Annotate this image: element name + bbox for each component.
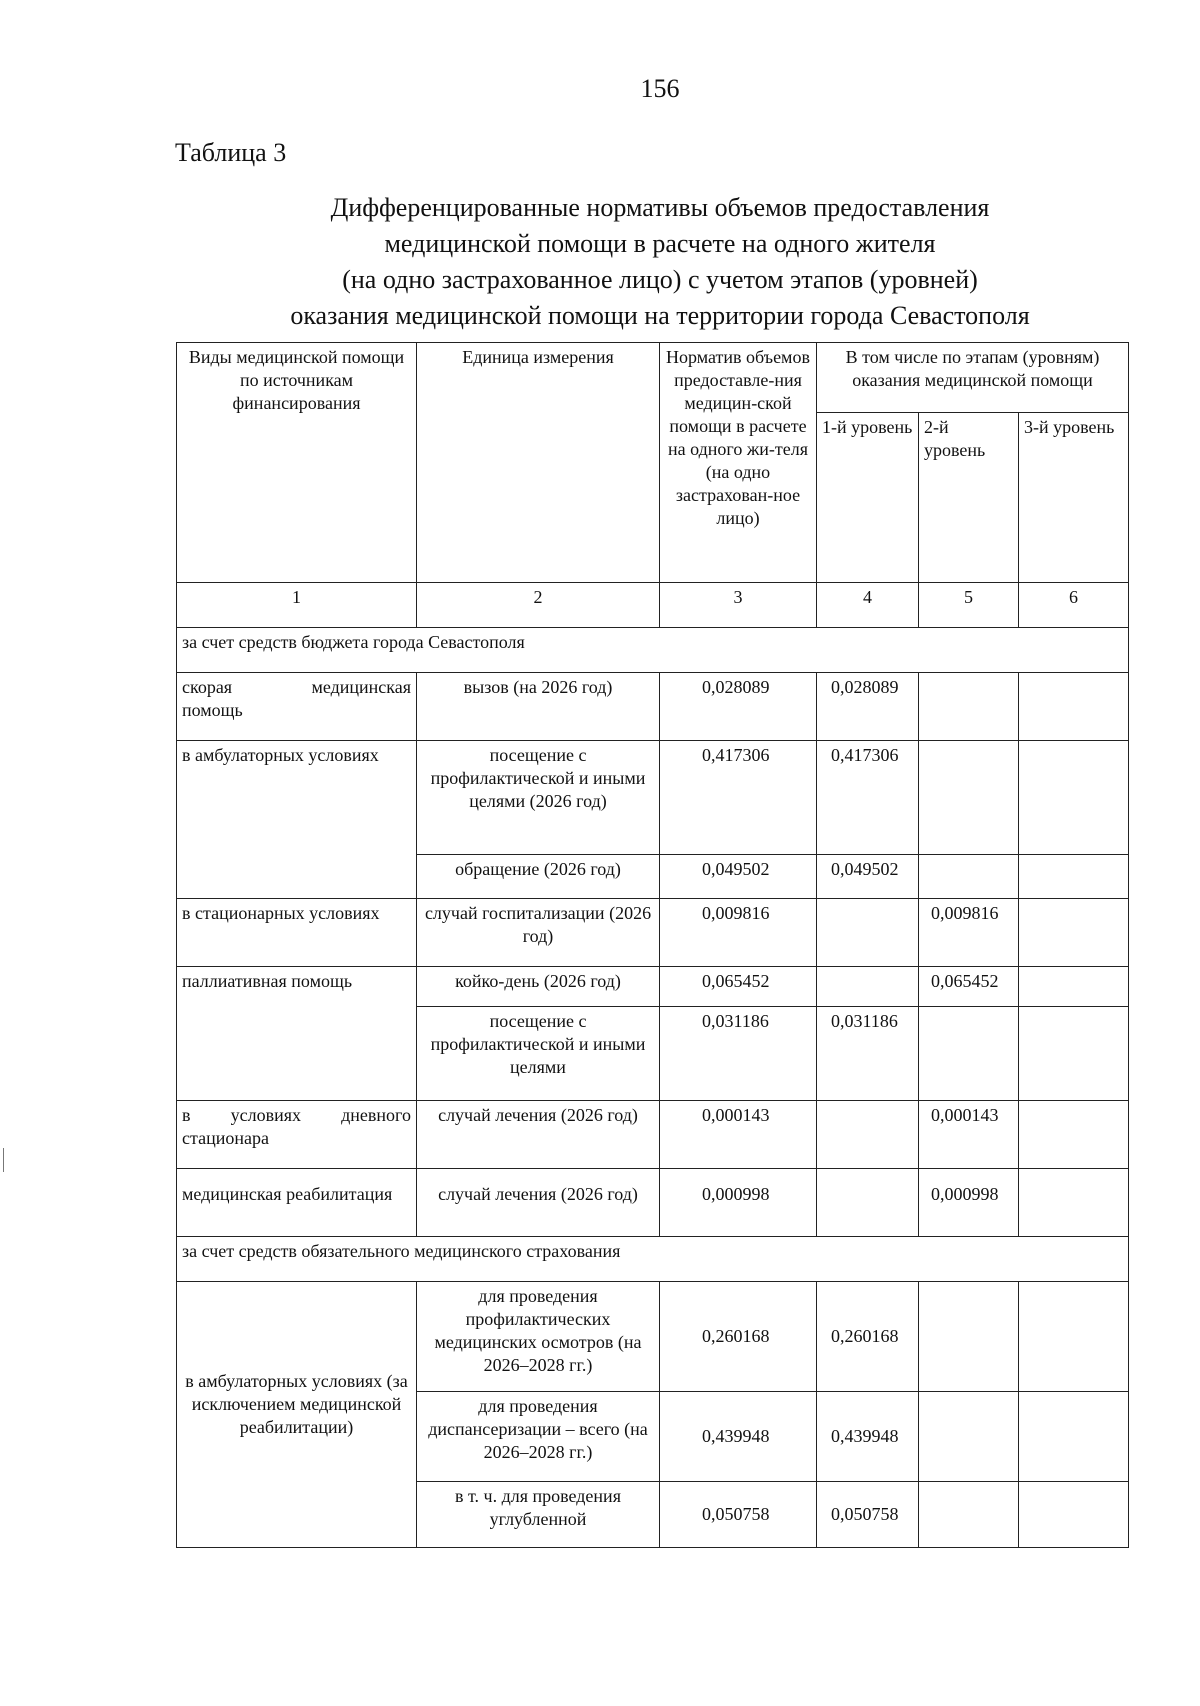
row-level-3 bbox=[1019, 855, 1129, 899]
page-number: 156 bbox=[640, 74, 680, 103]
row-norm: 0,049502 bbox=[660, 855, 817, 899]
row-norm: 0,050758 bbox=[660, 1482, 817, 1548]
table-label: Таблица 3 bbox=[175, 138, 287, 167]
row-unit: в т. ч. для проведения углубленной bbox=[417, 1482, 660, 1548]
row-level-1: 0,049502 bbox=[817, 855, 919, 899]
table-row bbox=[177, 1101, 1129, 1169]
row-norm: 0,065452 bbox=[660, 967, 817, 1007]
column-number: 2 bbox=[417, 583, 660, 628]
header-unit: Единица измерения bbox=[417, 343, 660, 583]
title-line: (на одно застрахованное лицо) с учетом этапов (уровней) bbox=[342, 265, 978, 294]
header-level-3: 3-й уровень bbox=[1019, 413, 1129, 583]
table-row bbox=[177, 1169, 1129, 1237]
header-norm: Норматив объемов предоставле-ния медицин-ской помощи в расчете на одного жи-теля (на одно застрахован-ное лицо) bbox=[660, 343, 817, 583]
row-level-2: 0,065452 bbox=[919, 967, 1019, 1007]
table-row bbox=[177, 1282, 1129, 1392]
margin-mark bbox=[3, 1148, 4, 1172]
row-type: в амбулаторных условиях (за исключением медицинской реабилитации) bbox=[177, 1282, 417, 1548]
row-level-2 bbox=[919, 855, 1019, 899]
row-unit: случай лечения (2026 год) bbox=[417, 1101, 660, 1169]
row-type: в условиях дневного стационара bbox=[177, 1101, 417, 1169]
title-line: Дифференцированные нормативы объемов предоставления bbox=[330, 193, 990, 222]
row-level-3 bbox=[1019, 1282, 1129, 1392]
row-type: паллиативная помощь bbox=[177, 967, 417, 1101]
row-level-1: 0,050758 bbox=[817, 1482, 919, 1548]
row-level-2: 0,000998 bbox=[919, 1169, 1019, 1237]
row-type: скорая медицинская помощь bbox=[177, 673, 417, 741]
row-level-3 bbox=[1019, 1169, 1129, 1237]
row-level-3 bbox=[1019, 1482, 1129, 1548]
column-number: 6 bbox=[1019, 583, 1129, 628]
table-row bbox=[177, 967, 1129, 1007]
row-level-2 bbox=[919, 1282, 1019, 1392]
row-level-2 bbox=[919, 1482, 1019, 1548]
document-title bbox=[160, 190, 1160, 334]
table-row bbox=[177, 741, 1129, 855]
row-type: в стационарных условиях bbox=[177, 899, 417, 967]
column-number: 1 bbox=[177, 583, 417, 628]
row-norm: 0,417306 bbox=[660, 741, 817, 855]
norms-table bbox=[176, 342, 1129, 1548]
row-level-1: 0,028089 bbox=[817, 673, 919, 741]
row-level-3 bbox=[1019, 967, 1129, 1007]
row-type: в амбулаторных условиях bbox=[177, 741, 417, 899]
row-level-2 bbox=[919, 741, 1019, 855]
row-level-3 bbox=[1019, 673, 1129, 741]
row-level-2: 0,000143 bbox=[919, 1101, 1019, 1169]
row-level-1: 0,417306 bbox=[817, 741, 919, 855]
table-row bbox=[177, 673, 1129, 741]
row-norm: 0,260168 bbox=[660, 1282, 817, 1392]
row-norm: 0,000143 bbox=[660, 1101, 817, 1169]
row-type: медицинская реабилитация bbox=[177, 1169, 417, 1237]
row-level-1 bbox=[817, 967, 919, 1007]
column-number: 3 bbox=[660, 583, 817, 628]
row-level-2: 0,009816 bbox=[919, 899, 1019, 967]
row-norm: 0,439948 bbox=[660, 1392, 817, 1482]
row-level-3 bbox=[1019, 1101, 1129, 1169]
row-level-1 bbox=[817, 899, 919, 967]
row-unit: обращение (2026 год) bbox=[417, 855, 660, 899]
row-level-1: 0,260168 bbox=[817, 1282, 919, 1392]
row-level-3 bbox=[1019, 741, 1129, 855]
row-level-1 bbox=[817, 1101, 919, 1169]
column-number: 5 bbox=[919, 583, 1019, 628]
header-types: Виды медицинской помощи по источникам финансирования bbox=[177, 343, 417, 583]
row-unit: вызов (на 2026 год) bbox=[417, 673, 660, 741]
row-level-2 bbox=[919, 1007, 1019, 1101]
header-stages: В том числе по этапам (уровням) оказания медицинской помощи bbox=[817, 343, 1129, 413]
section-oms: за счет средств обязательного медицинского страхования bbox=[177, 1237, 1129, 1282]
row-unit: случай госпитализации (2026 год) bbox=[417, 899, 660, 967]
header-level-2: 2-й уровень bbox=[919, 413, 1019, 583]
row-level-3 bbox=[1019, 1392, 1129, 1482]
column-number: 4 bbox=[817, 583, 919, 628]
row-level-1: 0,031186 bbox=[817, 1007, 919, 1101]
table-row bbox=[177, 899, 1129, 967]
row-level-2 bbox=[919, 1392, 1019, 1482]
row-level-1 bbox=[817, 1169, 919, 1237]
title-line: оказания медицинской помощи на территории города Севастополя bbox=[290, 301, 1030, 330]
section-budget: за счет средств бюджета города Севастополя bbox=[177, 628, 1129, 673]
row-unit: посещение с профилактической и иными целями (2026 год) bbox=[417, 741, 660, 855]
header-level-1: 1-й уровень bbox=[817, 413, 919, 583]
title-line: медицинской помощи в расчете на одного жителя bbox=[384, 229, 936, 258]
row-norm: 0,009816 bbox=[660, 899, 817, 967]
row-unit: для проведения профилактических медицинских осмотров (на 2026–2028 гг.) bbox=[417, 1282, 660, 1392]
row-unit: для проведения диспансеризации – всего (на 2026–2028 гг.) bbox=[417, 1392, 660, 1482]
row-level-3 bbox=[1019, 899, 1129, 967]
row-unit: посещение с профилактической и иными целями bbox=[417, 1007, 660, 1101]
row-norm: 0,000998 bbox=[660, 1169, 817, 1237]
row-level-1: 0,439948 bbox=[817, 1392, 919, 1482]
row-norm: 0,028089 bbox=[660, 673, 817, 741]
row-level-3 bbox=[1019, 1007, 1129, 1101]
row-unit: случай лечения (2026 год) bbox=[417, 1169, 660, 1237]
row-norm: 0,031186 bbox=[660, 1007, 817, 1101]
column-numbers-row bbox=[177, 583, 1129, 628]
row-unit: койко-день (2026 год) bbox=[417, 967, 660, 1007]
row-level-2 bbox=[919, 673, 1019, 741]
